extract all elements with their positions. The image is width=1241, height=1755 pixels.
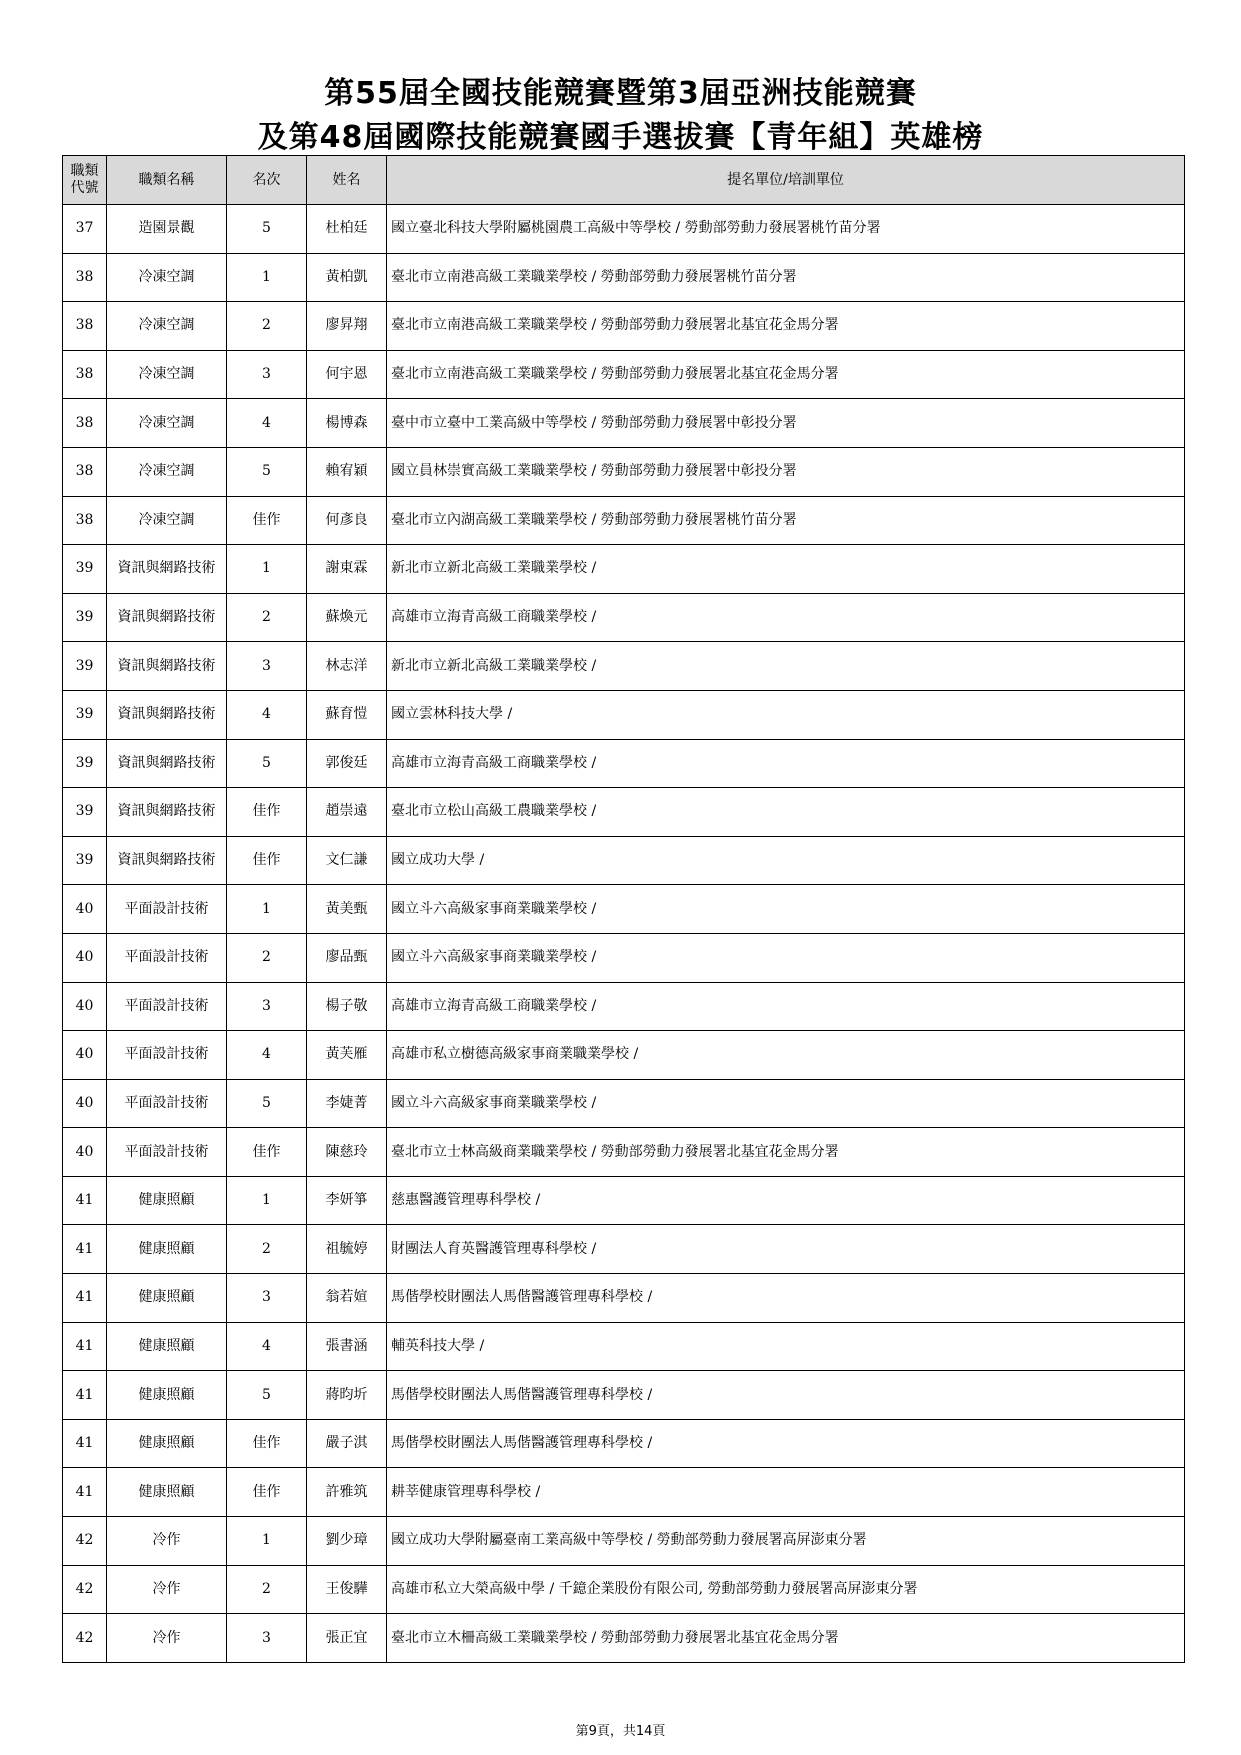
- cell-job-code: 41: [63, 1225, 107, 1274]
- cell-job-code: 41: [63, 1176, 107, 1225]
- cell-person-name: 祖毓婷: [307, 1225, 387, 1274]
- cell-rank: 5: [227, 205, 307, 254]
- page-title-line-1: 第55屆全國技能競賽暨第3屆亞洲技能競賽: [324, 76, 917, 111]
- cell-job-name: 冷作: [107, 1614, 227, 1663]
- cell-unit: 國立雲林科技大學 /: [387, 690, 1185, 739]
- cell-person-name: 翁若媗: [307, 1274, 387, 1323]
- cell-rank: 5: [227, 1371, 307, 1420]
- cell-rank: 5: [227, 739, 307, 788]
- cell-rank: 1: [227, 885, 307, 934]
- column-header-job: 職類名稱: [107, 156, 227, 205]
- cell-rank: 4: [227, 1322, 307, 1371]
- table-row: [63, 739, 1185, 788]
- cell-unit: 高雄市私立大榮高級中學 / 千鐿企業股份有限公司, 勞動部勞動力發展署高屏澎東分署: [387, 1565, 1185, 1614]
- cell-rank: 4: [227, 690, 307, 739]
- cell-job-code: 40: [63, 1031, 107, 1080]
- cell-job-name: 資訊與網路技術: [107, 739, 227, 788]
- cell-job-name: 健康照顧: [107, 1176, 227, 1225]
- table-row: [63, 642, 1185, 691]
- cell-unit: 國立斗六高級家事商業職業學校 /: [387, 1079, 1185, 1128]
- cell-job-name: 健康照顧: [107, 1274, 227, 1323]
- cell-person-name: 黃柏凱: [307, 253, 387, 302]
- cell-unit: 臺北市立木柵高級工業職業學校 / 勞動部勞動力發展署北基宜花金馬分署: [387, 1614, 1185, 1663]
- cell-rank: 2: [227, 1565, 307, 1614]
- cell-job-name: 冷凍空調: [107, 447, 227, 496]
- cell-unit: 國立斗六高級家事商業職業學校 /: [387, 885, 1185, 934]
- cell-unit: 馬偕學校財團法人馬偕醫護管理專科學校 /: [387, 1371, 1185, 1420]
- cell-job-code: 40: [63, 1128, 107, 1177]
- cell-unit: 輔英科技大學 /: [387, 1322, 1185, 1371]
- cell-job-code: 38: [63, 447, 107, 496]
- cell-job-name: 冷凍空調: [107, 399, 227, 448]
- cell-rank: 佳作: [227, 1128, 307, 1177]
- cell-rank: 3: [227, 1274, 307, 1323]
- cell-unit: 臺北市立松山高級工農職業學校 /: [387, 788, 1185, 837]
- cell-rank: 佳作: [227, 1419, 307, 1468]
- table-row: [63, 690, 1185, 739]
- cell-job-name: 資訊與網路技術: [107, 545, 227, 594]
- table-row: [63, 399, 1185, 448]
- cell-unit: 財團法人育英醫護管理專科學校 /: [387, 1225, 1185, 1274]
- table-row: [63, 1225, 1185, 1274]
- cell-person-name: 王俊驊: [307, 1565, 387, 1614]
- column-header-rank: 名次: [227, 156, 307, 205]
- table-row: [63, 302, 1185, 351]
- cell-unit: 國立臺北科技大學附屬桃園農工高級中等學校 / 勞動部勞動力發展署桃竹苗分署: [387, 205, 1185, 254]
- cell-person-name: 嚴子淇: [307, 1419, 387, 1468]
- cell-person-name: 賴宥穎: [307, 447, 387, 496]
- cell-person-name: 楊博森: [307, 399, 387, 448]
- table-row: [63, 1176, 1185, 1225]
- cell-unit: 新北市立新北高級工業職業學校 /: [387, 545, 1185, 594]
- cell-rank: 佳作: [227, 836, 307, 885]
- page-footer: 第9頁，共14頁: [575, 1724, 666, 1739]
- cell-unit: 臺北市立南港高級工業職業學校 / 勞動部勞動力發展署北基宜花金馬分署: [387, 302, 1185, 351]
- table-row: [63, 593, 1185, 642]
- cell-person-name: 廖昇翔: [307, 302, 387, 351]
- cell-rank: 佳作: [227, 788, 307, 837]
- table-row: [63, 1371, 1185, 1420]
- table-row: [63, 545, 1185, 594]
- cell-job-name: 健康照顧: [107, 1419, 227, 1468]
- cell-person-name: 李妍箏: [307, 1176, 387, 1225]
- cell-job-code: 40: [63, 933, 107, 982]
- table-row: [63, 1468, 1185, 1517]
- cell-rank: 1: [227, 545, 307, 594]
- cell-person-name: 廖品甄: [307, 933, 387, 982]
- cell-person-name: 杜柏廷: [307, 205, 387, 254]
- cell-job-code: 38: [63, 253, 107, 302]
- cell-rank: 3: [227, 982, 307, 1031]
- table-row: [63, 205, 1185, 254]
- cell-job-name: 資訊與網路技術: [107, 690, 227, 739]
- table-row: [63, 1614, 1185, 1663]
- cell-job-code: 42: [63, 1614, 107, 1663]
- cell-job-code: 40: [63, 885, 107, 934]
- cell-rank: 2: [227, 933, 307, 982]
- cell-job-code: 38: [63, 399, 107, 448]
- table-row: [63, 253, 1185, 302]
- page-title-line-2: 及第48屆國際技能競賽國手選拔賽【青年組】英雄榜: [257, 120, 984, 155]
- cell-rank: 4: [227, 1031, 307, 1080]
- cell-person-name: 李婕菁: [307, 1079, 387, 1128]
- cell-job-code: 41: [63, 1419, 107, 1468]
- cell-person-name: 蘇育愷: [307, 690, 387, 739]
- cell-job-name: 資訊與網路技術: [107, 836, 227, 885]
- cell-rank: 4: [227, 399, 307, 448]
- table-row: [63, 788, 1185, 837]
- table-row: [63, 836, 1185, 885]
- cell-job-code: 37: [63, 205, 107, 254]
- cell-rank: 5: [227, 1079, 307, 1128]
- cell-person-name: 劉少璋: [307, 1517, 387, 1566]
- roster-table: [62, 155, 1185, 1663]
- cell-job-code: 42: [63, 1517, 107, 1566]
- cell-job-name: 冷凍空調: [107, 496, 227, 545]
- cell-person-name: 蔣昀圻: [307, 1371, 387, 1420]
- cell-unit: 臺北市立士林高級商業職業學校 / 勞動部勞動力發展署北基宜花金馬分署: [387, 1128, 1185, 1177]
- cell-unit: 臺北市立南港高級工業職業學校 / 勞動部勞動力發展署北基宜花金馬分署: [387, 350, 1185, 399]
- cell-job-name: 健康照顧: [107, 1322, 227, 1371]
- cell-unit: 馬偕學校財團法人馬偕醫護管理專科學校 /: [387, 1274, 1185, 1323]
- table-row: [63, 933, 1185, 982]
- table-row: [63, 1322, 1185, 1371]
- table-row: [63, 885, 1185, 934]
- cell-unit: 慈惠醫護管理專科學校 /: [387, 1176, 1185, 1225]
- cell-job-code: 41: [63, 1322, 107, 1371]
- column-header-name: 姓名: [307, 156, 387, 205]
- cell-rank: 3: [227, 1614, 307, 1663]
- cell-unit: 馬偕學校財團法人馬偕醫護管理專科學校 /: [387, 1419, 1185, 1468]
- cell-rank: 佳作: [227, 496, 307, 545]
- cell-unit: 國立員林崇實高級工業職業學校 / 勞動部勞動力發展署中彰投分署: [387, 447, 1185, 496]
- cell-person-name: 趙崇遠: [307, 788, 387, 837]
- cell-rank: 5: [227, 447, 307, 496]
- cell-job-code: 39: [63, 836, 107, 885]
- table-row: [63, 1128, 1185, 1177]
- cell-job-code: 39: [63, 690, 107, 739]
- cell-job-name: 冷凍空調: [107, 253, 227, 302]
- cell-person-name: 許雅筑: [307, 1468, 387, 1517]
- cell-rank: 2: [227, 1225, 307, 1274]
- cell-person-name: 張正宜: [307, 1614, 387, 1663]
- cell-job-name: 健康照顧: [107, 1468, 227, 1517]
- cell-job-name: 資訊與網路技術: [107, 788, 227, 837]
- cell-job-name: 資訊與網路技術: [107, 593, 227, 642]
- cell-unit: 高雄市立海青高級工商職業學校 /: [387, 739, 1185, 788]
- cell-job-name: 健康照顧: [107, 1371, 227, 1420]
- table-row: [63, 1517, 1185, 1566]
- cell-person-name: 郭俊廷: [307, 739, 387, 788]
- cell-person-name: 張書涵: [307, 1322, 387, 1371]
- table-row: [63, 1419, 1185, 1468]
- cell-rank: 3: [227, 642, 307, 691]
- cell-job-name: 冷作: [107, 1517, 227, 1566]
- cell-job-code: 38: [63, 496, 107, 545]
- cell-unit: 高雄市私立樹德高級家事商業職業學校 /: [387, 1031, 1185, 1080]
- cell-person-name: 林志洋: [307, 642, 387, 691]
- cell-unit: 高雄市立海青高級工商職業學校 /: [387, 982, 1185, 1031]
- table-body: [63, 205, 1185, 1663]
- cell-rank: 2: [227, 593, 307, 642]
- cell-unit: 臺中市立臺中工業高級中等學校 / 勞動部勞動力發展署中彰投分署: [387, 399, 1185, 448]
- cell-person-name: 蘇煥元: [307, 593, 387, 642]
- cell-rank: 3: [227, 350, 307, 399]
- cell-person-name: 何彥良: [307, 496, 387, 545]
- cell-person-name: 謝東霖: [307, 545, 387, 594]
- cell-job-name: 健康照顧: [107, 1225, 227, 1274]
- cell-job-name: 平面設計技術: [107, 933, 227, 982]
- cell-unit: 臺北市立南港高級工業職業學校 / 勞動部勞動力發展署桃竹苗分署: [387, 253, 1185, 302]
- table-row: [63, 1079, 1185, 1128]
- cell-unit: 臺北市立內湖高級工業職業學校 / 勞動部勞動力發展署桃竹苗分署: [387, 496, 1185, 545]
- cell-job-code: 39: [63, 642, 107, 691]
- table-row: [63, 1031, 1185, 1080]
- table-row: [63, 496, 1185, 545]
- cell-job-name: 平面設計技術: [107, 1031, 227, 1080]
- cell-job-name: 冷凍空調: [107, 350, 227, 399]
- cell-rank: 佳作: [227, 1468, 307, 1517]
- cell-person-name: 何宇恩: [307, 350, 387, 399]
- cell-person-name: 黃美甄: [307, 885, 387, 934]
- cell-rank: 2: [227, 302, 307, 351]
- cell-unit: 國立斗六高級家事商業職業學校 /: [387, 933, 1185, 982]
- cell-person-name: 黃芙雁: [307, 1031, 387, 1080]
- cell-job-code: 38: [63, 302, 107, 351]
- cell-job-name: 平面設計技術: [107, 885, 227, 934]
- table-row: [63, 982, 1185, 1031]
- cell-rank: 1: [227, 1517, 307, 1566]
- table-row: [63, 1274, 1185, 1323]
- cell-job-code: 39: [63, 739, 107, 788]
- cell-unit: 國立成功大學 /: [387, 836, 1185, 885]
- column-header-code: 職類代號: [63, 156, 107, 205]
- cell-job-name: 造園景觀: [107, 205, 227, 254]
- cell-job-name: 平面設計技術: [107, 982, 227, 1031]
- cell-job-name: 平面設計技術: [107, 1128, 227, 1177]
- cell-job-code: 40: [63, 982, 107, 1031]
- cell-rank: 1: [227, 253, 307, 302]
- cell-job-name: 資訊與網路技術: [107, 642, 227, 691]
- cell-job-code: 39: [63, 788, 107, 837]
- cell-person-name: 楊子敬: [307, 982, 387, 1031]
- cell-job-code: 41: [63, 1371, 107, 1420]
- table-header-row: [63, 156, 1185, 205]
- cell-person-name: 陳慈玲: [307, 1128, 387, 1177]
- cell-unit: 新北市立新北高級工業職業學校 /: [387, 642, 1185, 691]
- cell-job-code: 41: [63, 1274, 107, 1323]
- cell-job-code: 39: [63, 593, 107, 642]
- column-header-unit: 提名單位/培訓單位: [387, 156, 1185, 205]
- cell-job-code: 38: [63, 350, 107, 399]
- table-row: [63, 1565, 1185, 1614]
- cell-job-name: 冷作: [107, 1565, 227, 1614]
- cell-person-name: 文仁謙: [307, 836, 387, 885]
- cell-job-code: 42: [63, 1565, 107, 1614]
- cell-job-code: 39: [63, 545, 107, 594]
- cell-rank: 1: [227, 1176, 307, 1225]
- table-row: [63, 447, 1185, 496]
- cell-unit: 高雄市立海青高級工商職業學校 /: [387, 593, 1185, 642]
- cell-unit: 耕莘健康管理專科學校 /: [387, 1468, 1185, 1517]
- cell-job-code: 41: [63, 1468, 107, 1517]
- table-row: [63, 350, 1185, 399]
- cell-unit: 國立成功大學附屬臺南工業高級中等學校 / 勞動部勞動力發展署高屏澎東分署: [387, 1517, 1185, 1566]
- cell-job-name: 平面設計技術: [107, 1079, 227, 1128]
- cell-job-name: 冷凍空調: [107, 302, 227, 351]
- cell-job-code: 40: [63, 1079, 107, 1128]
